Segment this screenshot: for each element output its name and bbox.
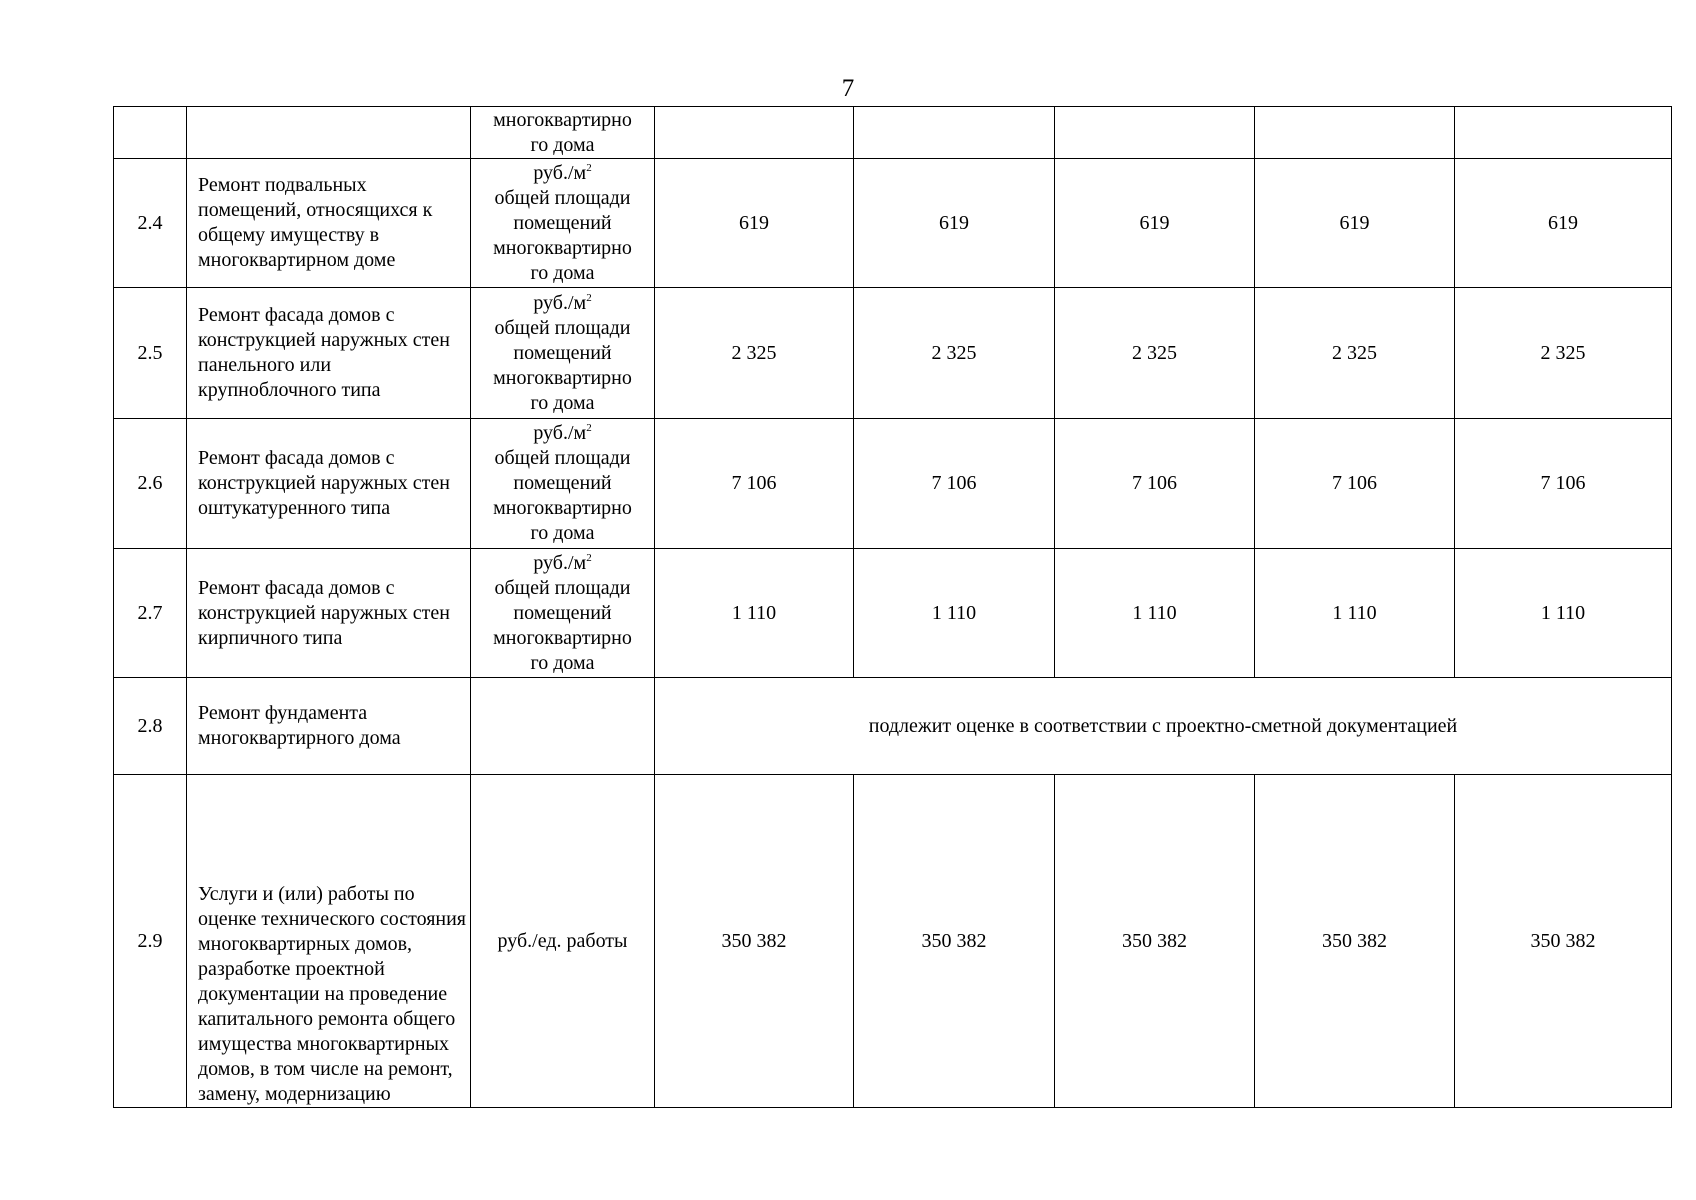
rate-value: 619 — [1055, 159, 1255, 288]
rate-value: 350 382 — [1255, 775, 1455, 1108]
row-number: 2.6 — [114, 419, 187, 549]
work-name-text: Ремонт подвальных помещений, относящихся к общему имуществу в многоквартирном доме — [198, 174, 433, 271]
cell-value — [1055, 107, 1255, 159]
unit-cell — [471, 288, 655, 419]
row-number: 2.8 — [114, 678, 187, 775]
merged-note: подлежит оценке в соответствии с проектно-сметной документацией — [655, 678, 1672, 775]
rate-value: 2 325 — [1055, 288, 1255, 419]
work-name-text: Услуги и (или) работы по оценке технического состояния многоквартирных домов, разработке проектной документации на проведение капитального ремонта общего имущества многоквартирных домов, в том числе на ремонт, замену, модернизацию — [198, 883, 467, 1105]
unit-line: го дома — [530, 651, 595, 674]
unit-sup: 2 — [586, 422, 592, 434]
unit-line: многоквартирно — [493, 366, 632, 389]
unit-line: помещений — [513, 601, 612, 624]
rate-value: 2 325 — [655, 288, 854, 419]
unit-head-text: руб./м — [533, 291, 587, 314]
table-row-continuation — [114, 107, 1672, 159]
table-row — [114, 159, 1672, 288]
cell-name — [187, 107, 471, 159]
rate-value: 619 — [655, 159, 854, 288]
cell-value — [854, 107, 1055, 159]
cell-value — [655, 107, 854, 159]
unit-line: многоквартирно — [493, 497, 632, 519]
rate-value: 619 — [1455, 159, 1672, 288]
rate-value: 350 382 — [854, 775, 1055, 1108]
unit-sup: 2 — [586, 551, 592, 564]
unit-cell — [471, 678, 655, 775]
rate-value: 7 106 — [854, 419, 1055, 549]
row-number: 2.4 — [114, 159, 187, 288]
work-name-text: Ремонт фундамента многоквартирного дома — [198, 702, 401, 749]
rate-value: 1 110 — [854, 549, 1055, 678]
page-number: 7 — [841, 75, 855, 102]
work-name — [187, 775, 471, 1108]
rate-value: 350 382 — [655, 775, 854, 1108]
rate-value: 350 382 — [1055, 775, 1255, 1108]
cell-num — [114, 107, 187, 159]
work-name-text: Ремонт фасада домов с конструкцией наружных стен оштукатуренного типа — [198, 447, 450, 519]
rate-value: 7 106 — [1055, 419, 1255, 549]
rates-table — [113, 106, 1672, 1108]
unit-cell — [471, 549, 655, 678]
unit-line: многоквартирно — [493, 236, 632, 259]
unit-head — [471, 421, 654, 446]
row-number: 2.9 — [114, 775, 187, 1108]
rate-value: 7 106 — [1255, 419, 1455, 549]
unit-line: помещений — [513, 211, 612, 234]
table-row — [114, 678, 1672, 775]
unit-head-text: руб./м — [533, 551, 587, 574]
work-name — [187, 419, 471, 549]
unit-line: го дома — [530, 391, 595, 414]
unit-sup: 2 — [586, 161, 592, 174]
unit-line: общей площади — [494, 576, 631, 599]
work-name — [187, 159, 471, 288]
row-number: 2.5 — [114, 288, 187, 419]
work-name — [187, 288, 471, 419]
unit-head-text: руб./м — [533, 161, 587, 184]
unit-line: помещений — [513, 472, 612, 494]
table-row — [114, 419, 1672, 549]
rate-value: 619 — [1255, 159, 1455, 288]
work-name — [187, 549, 471, 678]
cell-value — [1455, 107, 1672, 159]
table-row — [114, 775, 1672, 1108]
rate-value: 7 106 — [655, 419, 854, 549]
unit-line: го дома — [530, 522, 595, 544]
cell-value — [1255, 107, 1455, 159]
unit-head — [471, 291, 654, 316]
unit-head — [471, 551, 654, 576]
unit-head — [471, 161, 654, 186]
unit-cell: руб./ед. работы — [471, 775, 655, 1108]
unit-line: го дома — [530, 261, 595, 284]
rate-value: 2 325 — [1255, 288, 1455, 419]
rate-value: 1 110 — [1055, 549, 1255, 678]
rate-value: 619 — [854, 159, 1055, 288]
unit-line: многоквартирно — [493, 108, 632, 131]
unit-line: общей площади — [494, 316, 631, 339]
work-name-text: Ремонт фасада домов с конструкцией наружных стен кирпичного типа — [198, 576, 450, 649]
unit-line: многоквартирно — [493, 626, 632, 649]
unit-sup: 2 — [586, 291, 592, 304]
work-name-text: Ремонт фасада домов с конструкцией наружных стен панельного или крупноблочного типа — [198, 304, 450, 401]
table-row — [114, 549, 1672, 678]
unit-cell — [471, 159, 655, 288]
table-row — [114, 288, 1672, 419]
rate-value: 1 110 — [1455, 549, 1672, 678]
unit-cell — [471, 419, 655, 549]
row-number: 2.7 — [114, 549, 187, 678]
rate-value: 350 382 — [1455, 775, 1672, 1108]
rate-value: 1 110 — [655, 549, 854, 678]
unit-line: общей площади — [494, 447, 631, 469]
unit-line: помещений — [513, 341, 612, 364]
unit-line: общей площади — [494, 186, 631, 209]
cell-unit — [471, 107, 655, 159]
rate-value: 2 325 — [1455, 288, 1672, 419]
unit-line: го дома — [530, 133, 595, 156]
rate-value: 2 325 — [854, 288, 1055, 419]
unit-head-text: руб./м — [533, 422, 587, 444]
work-name — [187, 678, 471, 775]
rate-value: 1 110 — [1255, 549, 1455, 678]
rate-value: 7 106 — [1455, 419, 1672, 549]
